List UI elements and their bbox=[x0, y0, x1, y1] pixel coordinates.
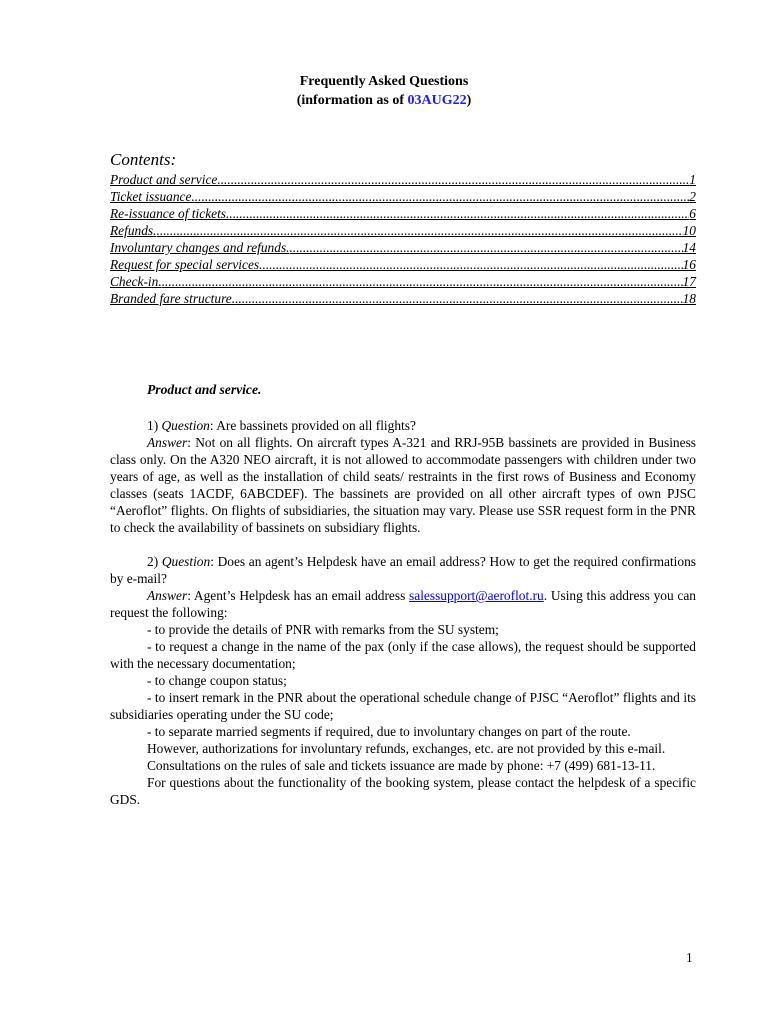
toc-item-page: 16 bbox=[682, 257, 696, 272]
toc-item-label: Check-in. bbox=[110, 274, 162, 289]
question-text: : Are bassinets provided on all flights? bbox=[209, 418, 416, 433]
toc-item-refunds[interactable] bbox=[110, 222, 696, 239]
toc-leader bbox=[195, 188, 690, 205]
toc-item-label: Branded fare structure. bbox=[110, 291, 236, 306]
toc-item-involuntary-changes[interactable] bbox=[110, 239, 696, 256]
bullet-item: - to separate married segments if required, due to involuntary changes on part of the route. bbox=[147, 724, 631, 739]
answer-text: : Not on all flights. On aircraft types A-321 and RRJ-95B bassinets are provided in Business class only. On the A320 NEO aircraft, it is not allowed to accommodate passengers with children under two years of age, as well as the installation of child seats/ restraints in the first rows of Business and Economy classes (seats 1ACDF, 6ABCDEF). The bassinets are provided on all other aircraft types of own PJSC “Aeroflot” flights. On flights of subsidiaries, the situation may vary. Please use SSR request form in the PNR to check the availability of bassinets on subsidiary flights. bbox=[110, 435, 696, 535]
question-label: Question bbox=[161, 418, 210, 433]
bullet-item: - to provide the details of PNR with remarks from the SU system; bbox=[147, 622, 499, 637]
toc-leader bbox=[157, 222, 683, 239]
toc-item-re-issuance[interactable] bbox=[110, 205, 696, 222]
toc-item-ticket-issuance[interactable] bbox=[110, 188, 696, 205]
section-body bbox=[110, 417, 696, 808]
toc-item-page: 14 bbox=[682, 240, 696, 255]
toc-item-page: 6 bbox=[689, 206, 696, 221]
page-number: 1 bbox=[686, 950, 693, 965]
question-number: 2) bbox=[147, 554, 162, 569]
toc-item-page: 2 bbox=[689, 189, 696, 204]
question-text: : Does an agent’s Helpdesk have an email address? How to get the required confirmations by e-mail? bbox=[110, 554, 696, 586]
q1-question bbox=[110, 417, 696, 434]
answer-label: Answer bbox=[147, 588, 188, 603]
section-heading: Product and service. bbox=[147, 382, 262, 397]
toc-item-label: Re-issuance of tickets. bbox=[110, 206, 230, 221]
answer-label: Answer bbox=[147, 435, 188, 450]
q2-question bbox=[110, 553, 696, 587]
toc-leader bbox=[235, 290, 683, 307]
toc-leader bbox=[262, 256, 682, 273]
answer-text-continued: . Using this address you can request the following: bbox=[110, 588, 696, 620]
document-header bbox=[0, 72, 768, 110]
toc-item-page: 1 bbox=[689, 172, 696, 187]
toc-item-label: Involuntary changes and refunds. bbox=[110, 240, 290, 255]
toc-item-page: 17 bbox=[682, 274, 696, 289]
answer-text: : Agent’s Helpdesk has an email address bbox=[187, 588, 410, 603]
toc-item-branded-fare[interactable] bbox=[110, 290, 696, 307]
toc-item-page: 10 bbox=[682, 223, 696, 238]
contents-title: Contents: bbox=[110, 150, 177, 169]
toc-item-label: Ticket issuance. bbox=[110, 189, 195, 204]
question-number: 1) bbox=[147, 418, 162, 433]
toc-item-label: Refunds. bbox=[110, 223, 157, 238]
bullet-item: - to insert remark in the PNR about the operational schedule change of PJSC “Aeroflot” flights and its subsidiaries operating under the SU code; bbox=[110, 690, 696, 722]
email-link[interactable]: salessupport@aeroflot.ru bbox=[409, 588, 544, 603]
question-label: Question bbox=[161, 554, 211, 569]
toc-item-label: Request for special services. bbox=[110, 257, 263, 272]
paragraph-gap bbox=[110, 536, 696, 553]
toc-item-special-services[interactable] bbox=[110, 256, 696, 273]
toc-leader bbox=[162, 273, 683, 290]
authorization-note: However, authorizations for involuntary refunds, exchanges, etc. are not provided by this e-mail. bbox=[147, 741, 666, 756]
phone-note: Consultations on the rules of sale and tickets issuance are made by phone: +7 (499) 681-13-11. bbox=[147, 758, 656, 773]
toc-item-page: 18 bbox=[682, 291, 696, 306]
table-of-contents bbox=[110, 171, 696, 307]
toc-leader bbox=[290, 239, 683, 256]
bullet-item: - to change coupon status; bbox=[147, 673, 287, 688]
bullet-item: - to request a change in the name of the pax (only if the case allows), the request should be supported with the necessary documentation; bbox=[110, 639, 696, 671]
toc-leader bbox=[221, 171, 690, 188]
toc-leader bbox=[229, 205, 689, 222]
q1-answer bbox=[110, 434, 696, 536]
toc-item-label: Product and service. bbox=[110, 172, 221, 187]
gds-note: For questions about the functionality of the booking system, please contact the helpdesk of a specific GDS. bbox=[110, 775, 696, 807]
document-subtitle bbox=[0, 91, 768, 110]
document-title: Frequently Asked Questions bbox=[299, 74, 469, 89]
subtitle-suffix: ) bbox=[466, 93, 472, 108]
toc-item-check-in[interactable] bbox=[110, 273, 696, 290]
subtitle-prefix: (information as of bbox=[296, 93, 408, 108]
toc-item-product-and-service[interactable] bbox=[110, 171, 696, 188]
q2-answer bbox=[110, 587, 696, 621]
subtitle-date: 03AUG22 bbox=[407, 93, 467, 108]
